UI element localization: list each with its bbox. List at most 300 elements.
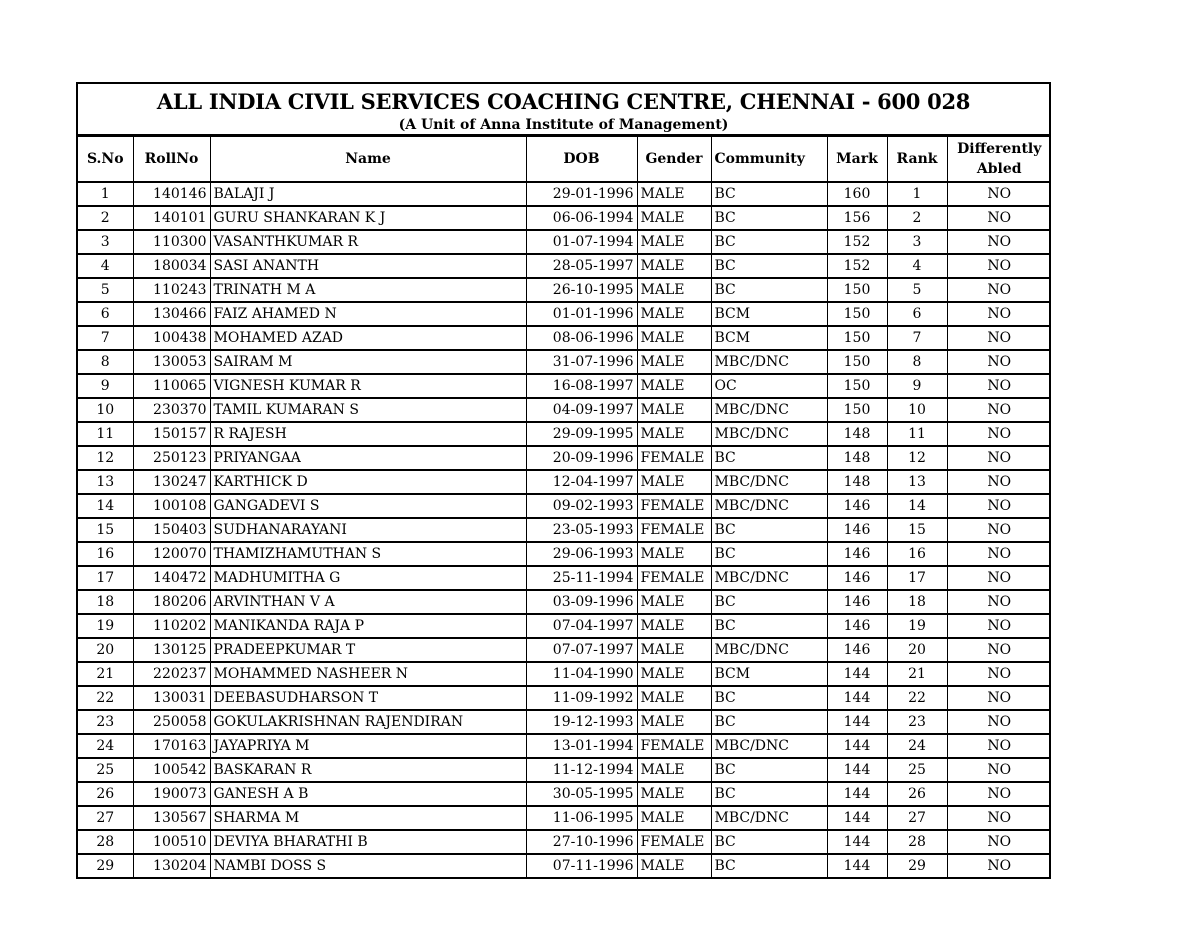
cell-rollno: 110065 (133, 374, 210, 398)
cell-differently-abled: NO (947, 638, 1051, 662)
column-header-name: Name (210, 137, 526, 183)
cell-rank: 29 (887, 854, 947, 877)
cell-mark: 146 (827, 494, 887, 518)
cell-mark: 144 (827, 662, 887, 686)
cell-name: MOHAMMED NASHEER N (210, 662, 526, 686)
cell-gender: MALE (637, 206, 711, 230)
cell-mark: 150 (827, 302, 887, 326)
cell-community: BC (711, 758, 827, 782)
cell-dob: 31-07-1996 (526, 350, 637, 374)
table-row (78, 398, 1051, 422)
cell-gender: MALE (637, 470, 711, 494)
cell-differently-abled: NO (947, 614, 1051, 638)
cell-rank: 22 (887, 686, 947, 710)
cell-community: BC (711, 782, 827, 806)
cell-mark: 150 (827, 374, 887, 398)
cell-rank: 7 (887, 326, 947, 350)
cell-community: BC (711, 590, 827, 614)
cell-mark: 144 (827, 782, 887, 806)
table-row (78, 518, 1051, 542)
cell-name: DEEBASUDHARSON T (210, 686, 526, 710)
table-row (78, 182, 1051, 206)
cell-gender: MALE (637, 638, 711, 662)
cell-community: BC (711, 254, 827, 278)
cell-mark: 144 (827, 830, 887, 854)
title-block (78, 84, 1049, 136)
cell-differently-abled: NO (947, 302, 1051, 326)
cell-name: NAMBI DOSS S (210, 854, 526, 877)
cell-community: MBC/DNC (711, 734, 827, 758)
cell-gender: MALE (637, 254, 711, 278)
cell-rank: 4 (887, 254, 947, 278)
cell-mark: 148 (827, 470, 887, 494)
cell-rollno: 110202 (133, 614, 210, 638)
cell-differently-abled: NO (947, 494, 1051, 518)
cell-dob: 11-12-1994 (526, 758, 637, 782)
cell-community: MBC/DNC (711, 398, 827, 422)
cell-name: VIGNESH KUMAR R (210, 374, 526, 398)
cell-rank: 6 (887, 302, 947, 326)
cell-sno: 23 (78, 710, 133, 734)
cell-sno: 17 (78, 566, 133, 590)
cell-differently-abled: NO (947, 566, 1051, 590)
cell-dob: 13-01-1994 (526, 734, 637, 758)
cell-differently-abled: NO (947, 182, 1051, 206)
cell-rank: 17 (887, 566, 947, 590)
cell-gender: MALE (637, 422, 711, 446)
cell-rollno: 130466 (133, 302, 210, 326)
cell-gender: MALE (637, 182, 711, 206)
cell-differently-abled: NO (947, 470, 1051, 494)
table-row (78, 278, 1051, 302)
cell-rollno: 100510 (133, 830, 210, 854)
cell-rollno: 190073 (133, 782, 210, 806)
cell-differently-abled: NO (947, 542, 1051, 566)
cell-gender: MALE (637, 374, 711, 398)
cell-gender: FEMALE (637, 734, 711, 758)
cell-rank: 28 (887, 830, 947, 854)
cell-community: MBC/DNC (711, 494, 827, 518)
column-header-mark: Mark (827, 137, 887, 183)
table-row (78, 662, 1051, 686)
cell-rollno: 140101 (133, 206, 210, 230)
cell-community: MBC/DNC (711, 350, 827, 374)
cell-gender: MALE (637, 542, 711, 566)
cell-sno: 29 (78, 854, 133, 877)
table-row (78, 638, 1051, 662)
cell-rank: 20 (887, 638, 947, 662)
cell-differently-abled: NO (947, 854, 1051, 877)
cell-community: BC (711, 278, 827, 302)
cell-name: SASI ANANTH (210, 254, 526, 278)
cell-dob: 16-08-1997 (526, 374, 637, 398)
cell-dob: 01-01-1996 (526, 302, 637, 326)
cell-dob: 03-09-1996 (526, 590, 637, 614)
table-row (78, 566, 1051, 590)
cell-community: BC (711, 230, 827, 254)
cell-name: PRADEEPKUMAR T (210, 638, 526, 662)
cell-rank: 21 (887, 662, 947, 686)
cell-mark: 150 (827, 326, 887, 350)
cell-sno: 22 (78, 686, 133, 710)
cell-sno: 20 (78, 638, 133, 662)
cell-rollno: 130204 (133, 854, 210, 877)
cell-rank: 11 (887, 422, 947, 446)
cell-rank: 24 (887, 734, 947, 758)
cell-name: ARVINTHAN V A (210, 590, 526, 614)
cell-dob: 09-02-1993 (526, 494, 637, 518)
cell-sno: 15 (78, 518, 133, 542)
cell-dob: 06-06-1994 (526, 206, 637, 230)
cell-rank: 23 (887, 710, 947, 734)
cell-mark: 146 (827, 638, 887, 662)
cell-rollno: 130031 (133, 686, 210, 710)
cell-community: BC (711, 710, 827, 734)
cell-gender: MALE (637, 854, 711, 877)
cell-sno: 13 (78, 470, 133, 494)
cell-sno: 11 (78, 422, 133, 446)
cell-differently-abled: NO (947, 206, 1051, 230)
cell-mark: 152 (827, 230, 887, 254)
cell-name: TRINATH M A (210, 278, 526, 302)
cell-differently-abled: NO (947, 734, 1051, 758)
table-row (78, 230, 1051, 254)
cell-gender: MALE (637, 590, 711, 614)
cell-gender: MALE (637, 710, 711, 734)
column-header-rollno: RollNo (133, 137, 210, 183)
cell-gender: MALE (637, 326, 711, 350)
table-row (78, 806, 1051, 830)
cell-dob: 11-04-1990 (526, 662, 637, 686)
table-row (78, 374, 1051, 398)
header-line-2: Abled (976, 161, 1022, 177)
cell-name: SAIRAM M (210, 350, 526, 374)
cell-dob: 28-05-1997 (526, 254, 637, 278)
cell-gender: MALE (637, 350, 711, 374)
cell-gender: MALE (637, 782, 711, 806)
cell-differently-abled: NO (947, 686, 1051, 710)
cell-community: BCM (711, 302, 827, 326)
cell-rollno: 130053 (133, 350, 210, 374)
cell-rank: 16 (887, 542, 947, 566)
cell-community: BC (711, 854, 827, 877)
cell-name: JAYAPRIYA M (210, 734, 526, 758)
cell-rollno: 130567 (133, 806, 210, 830)
cell-name: THAMIZHAMUTHAN S (210, 542, 526, 566)
table-row (78, 854, 1051, 877)
cell-rollno: 150403 (133, 518, 210, 542)
table-row (78, 254, 1051, 278)
cell-rank: 1 (887, 182, 947, 206)
cell-rank: 2 (887, 206, 947, 230)
cell-dob: 11-06-1995 (526, 806, 637, 830)
cell-mark: 146 (827, 614, 887, 638)
cell-differently-abled: NO (947, 590, 1051, 614)
cell-rollno: 180034 (133, 254, 210, 278)
cell-gender: FEMALE (637, 566, 711, 590)
cell-gender: MALE (637, 614, 711, 638)
table-row (78, 782, 1051, 806)
cell-rollno: 220237 (133, 662, 210, 686)
cell-sno: 14 (78, 494, 133, 518)
table-row (78, 302, 1051, 326)
cell-rank: 9 (887, 374, 947, 398)
cell-differently-abled: NO (947, 374, 1051, 398)
cell-gender: MALE (637, 302, 711, 326)
cell-differently-abled: NO (947, 422, 1051, 446)
cell-differently-abled: NO (947, 278, 1051, 302)
cell-rollno: 120070 (133, 542, 210, 566)
cell-dob: 07-11-1996 (526, 854, 637, 877)
cell-sno: 24 (78, 734, 133, 758)
cell-sno: 9 (78, 374, 133, 398)
cell-name: BALAJI J (210, 182, 526, 206)
cell-differently-abled: NO (947, 806, 1051, 830)
cell-name: FAIZ AHAMED N (210, 302, 526, 326)
cell-dob: 07-04-1997 (526, 614, 637, 638)
cell-rollno: 250123 (133, 446, 210, 470)
cell-rollno: 110300 (133, 230, 210, 254)
cell-rollno: 100108 (133, 494, 210, 518)
table-row (78, 758, 1051, 782)
cell-differently-abled: NO (947, 782, 1051, 806)
cell-differently-abled: NO (947, 230, 1051, 254)
cell-name: MADHUMITHA G (210, 566, 526, 590)
cell-rollno: 110243 (133, 278, 210, 302)
cell-mark: 146 (827, 542, 887, 566)
table-row (78, 590, 1051, 614)
cell-gender: FEMALE (637, 518, 711, 542)
cell-name: GANGADEVI S (210, 494, 526, 518)
cell-sno: 18 (78, 590, 133, 614)
cell-mark: 148 (827, 422, 887, 446)
cell-community: BC (711, 614, 827, 638)
cell-rank: 15 (887, 518, 947, 542)
cell-rollno: 170163 (133, 734, 210, 758)
cell-rollno: 100542 (133, 758, 210, 782)
table-row (78, 614, 1051, 638)
cell-mark: 144 (827, 710, 887, 734)
cell-gender: FEMALE (637, 494, 711, 518)
cell-mark: 144 (827, 758, 887, 782)
cell-mark: 156 (827, 206, 887, 230)
cell-mark: 144 (827, 854, 887, 877)
cell-rollno: 180206 (133, 590, 210, 614)
cell-community: MBC/DNC (711, 470, 827, 494)
cell-name: R RAJESH (210, 422, 526, 446)
cell-sno: 12 (78, 446, 133, 470)
cell-differently-abled: NO (947, 446, 1051, 470)
cell-sno: 5 (78, 278, 133, 302)
cell-name: TAMIL KUMARAN S (210, 398, 526, 422)
cell-community: MBC/DNC (711, 566, 827, 590)
table-row (78, 326, 1051, 350)
cell-gender: MALE (637, 662, 711, 686)
cell-mark: 148 (827, 446, 887, 470)
cell-community: BC (711, 182, 827, 206)
cell-community: BC (711, 206, 827, 230)
cell-mark: 146 (827, 590, 887, 614)
cell-name: PRIYANGAA (210, 446, 526, 470)
cell-community: BC (711, 542, 827, 566)
cell-sno: 2 (78, 206, 133, 230)
column-header-gender: Gender (637, 137, 711, 183)
cell-name: MOHAMED AZAD (210, 326, 526, 350)
cell-rank: 8 (887, 350, 947, 374)
cell-dob: 27-10-1996 (526, 830, 637, 854)
cell-dob: 08-06-1996 (526, 326, 637, 350)
cell-rollno: 250058 (133, 710, 210, 734)
cell-dob: 19-12-1993 (526, 710, 637, 734)
cell-differently-abled: NO (947, 326, 1051, 350)
document-title: ALL INDIA CIVIL SERVICES COACHING CENTRE, CHENNAI - 600 028 (156, 89, 971, 114)
cell-community: BC (711, 446, 827, 470)
results-table (78, 136, 1051, 877)
cell-mark: 144 (827, 734, 887, 758)
cell-rank: 13 (887, 470, 947, 494)
cell-dob: 26-10-1995 (526, 278, 637, 302)
cell-differently-abled: NO (947, 254, 1051, 278)
cell-rank: 3 (887, 230, 947, 254)
column-header-sno: S.No (78, 137, 133, 183)
result-sheet (76, 82, 1051, 879)
cell-differently-abled: NO (947, 398, 1051, 422)
cell-rollno: 150157 (133, 422, 210, 446)
cell-sno: 27 (78, 806, 133, 830)
column-header-differently-abled (947, 137, 1051, 183)
cell-name: VASANTHKUMAR R (210, 230, 526, 254)
cell-mark: 144 (827, 686, 887, 710)
cell-mark: 160 (827, 182, 887, 206)
cell-name: MANIKANDA RAJA P (210, 614, 526, 638)
cell-sno: 3 (78, 230, 133, 254)
cell-sno: 6 (78, 302, 133, 326)
cell-sno: 8 (78, 350, 133, 374)
cell-sno: 1 (78, 182, 133, 206)
table-row (78, 542, 1051, 566)
cell-sno: 7 (78, 326, 133, 350)
cell-mark: 150 (827, 278, 887, 302)
cell-dob: 12-04-1997 (526, 470, 637, 494)
cell-gender: MALE (637, 230, 711, 254)
cell-mark: 150 (827, 350, 887, 374)
cell-rollno: 140472 (133, 566, 210, 590)
cell-differently-abled: NO (947, 662, 1051, 686)
cell-sno: 10 (78, 398, 133, 422)
cell-dob: 29-06-1993 (526, 542, 637, 566)
table-row (78, 494, 1051, 518)
cell-community: MBC/DNC (711, 422, 827, 446)
cell-sno: 26 (78, 782, 133, 806)
cell-rank: 14 (887, 494, 947, 518)
cell-rank: 19 (887, 614, 947, 638)
cell-rollno: 130247 (133, 470, 210, 494)
cell-dob: 23-05-1993 (526, 518, 637, 542)
header-line-1: Differently (957, 141, 1042, 157)
cell-rollno: 140146 (133, 182, 210, 206)
cell-dob: 20-09-1996 (526, 446, 637, 470)
cell-community: BCM (711, 662, 827, 686)
table-row (78, 710, 1051, 734)
cell-community: BC (711, 686, 827, 710)
cell-community: BC (711, 518, 827, 542)
cell-gender: MALE (637, 278, 711, 302)
cell-rank: 12 (887, 446, 947, 470)
cell-dob: 29-01-1996 (526, 182, 637, 206)
cell-community: MBC/DNC (711, 638, 827, 662)
cell-dob: 07-07-1997 (526, 638, 637, 662)
cell-sno: 19 (78, 614, 133, 638)
cell-dob: 01-07-1994 (526, 230, 637, 254)
cell-name: GURU SHANKARAN K J (210, 206, 526, 230)
cell-mark: 152 (827, 254, 887, 278)
cell-community: OC (711, 374, 827, 398)
cell-differently-abled: NO (947, 830, 1051, 854)
cell-mark: 150 (827, 398, 887, 422)
cell-community: BCM (711, 326, 827, 350)
cell-name: GOKULAKRISHNAN RAJENDIRAN (210, 710, 526, 734)
cell-mark: 146 (827, 566, 887, 590)
table-row (78, 470, 1051, 494)
cell-rollno: 230370 (133, 398, 210, 422)
table-row (78, 206, 1051, 230)
cell-gender: MALE (637, 686, 711, 710)
cell-name: KARTHICK D (210, 470, 526, 494)
column-header-community: Community (711, 137, 827, 183)
table-row (78, 830, 1051, 854)
cell-sno: 4 (78, 254, 133, 278)
cell-sno: 25 (78, 758, 133, 782)
cell-rollno: 100438 (133, 326, 210, 350)
table-row (78, 422, 1051, 446)
column-header-dob: DOB (526, 137, 637, 183)
cell-mark: 144 (827, 806, 887, 830)
cell-rank: 10 (887, 398, 947, 422)
cell-name: DEVIYA BHARATHI B (210, 830, 526, 854)
cell-rank: 18 (887, 590, 947, 614)
table-row (78, 734, 1051, 758)
cell-name: GANESH A B (210, 782, 526, 806)
cell-dob: 25-11-1994 (526, 566, 637, 590)
cell-gender: FEMALE (637, 830, 711, 854)
cell-name: BASKARAN R (210, 758, 526, 782)
cell-gender: MALE (637, 758, 711, 782)
cell-rank: 25 (887, 758, 947, 782)
cell-gender: MALE (637, 806, 711, 830)
cell-dob: 11-09-1992 (526, 686, 637, 710)
cell-gender: MALE (637, 398, 711, 422)
cell-community: MBC/DNC (711, 806, 827, 830)
table-row (78, 686, 1051, 710)
document-subtitle: (A Unit of Anna Institute of Management) (398, 117, 729, 133)
cell-dob: 30-05-1995 (526, 782, 637, 806)
column-header-rank: Rank (887, 137, 947, 183)
cell-rank: 26 (887, 782, 947, 806)
cell-sno: 28 (78, 830, 133, 854)
table-row (78, 446, 1051, 470)
cell-rollno: 130125 (133, 638, 210, 662)
cell-sno: 16 (78, 542, 133, 566)
cell-differently-abled: NO (947, 710, 1051, 734)
cell-dob: 04-09-1997 (526, 398, 637, 422)
cell-rank: 5 (887, 278, 947, 302)
cell-sno: 21 (78, 662, 133, 686)
table-header-row (78, 137, 1051, 183)
cell-gender: FEMALE (637, 446, 711, 470)
cell-differently-abled: NO (947, 518, 1051, 542)
table-row (78, 350, 1051, 374)
cell-community: BC (711, 830, 827, 854)
